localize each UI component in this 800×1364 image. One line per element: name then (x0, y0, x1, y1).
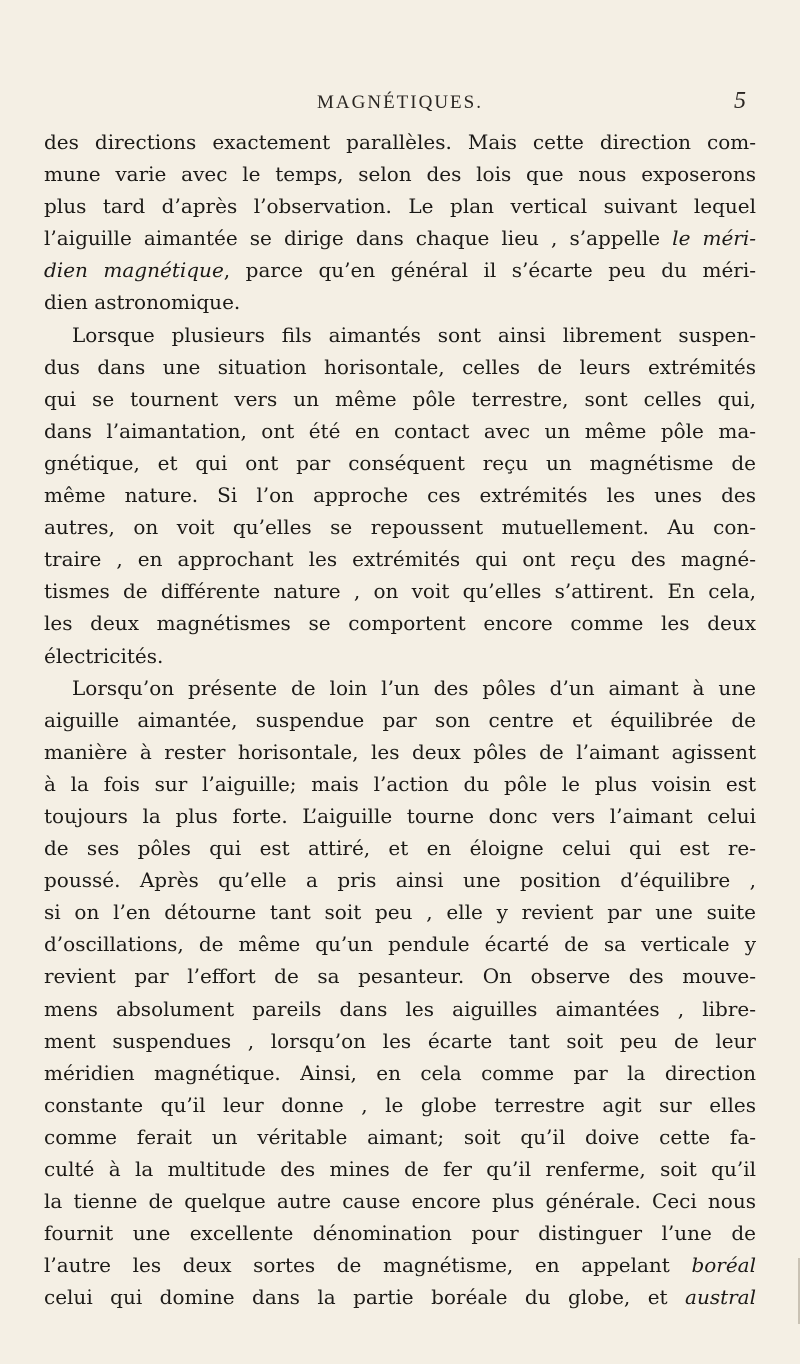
line-text: mens absolument pareils dans les aiguilles aimantées , libre- (44, 996, 756, 1021)
text-line (44, 254, 756, 286)
italic-term: boréal (669, 1253, 756, 1278)
text-line (44, 479, 756, 511)
text-line (44, 383, 756, 415)
line-text: manière à rester horisontale, les deux pôles de l’aimant agissent (44, 739, 756, 764)
line-text: revient par l’effort de sa pesanteur. On observe des mouve- (44, 964, 756, 989)
line-text: ment suspendues , lorsqu’on les écarte tant soit peu de leur (44, 1028, 756, 1053)
text-line (44, 319, 756, 351)
text-line (44, 1025, 756, 1057)
line-text: celui qui domine dans la partie boréale du globe, et (44, 1285, 668, 1310)
line-text: tismes de différente nature , on voit qu’elles s’attirent. En cela, (44, 579, 756, 604)
text-line (44, 896, 756, 928)
text-line (44, 1185, 756, 1217)
text-line (44, 1281, 756, 1313)
running-head (0, 88, 800, 122)
line-text: dien astronomique. (44, 290, 241, 315)
line-text: de ses pôles qui est attiré, et en éloigne celui qui est re- (44, 836, 756, 861)
line-text: à la fois sur l’aiguille; mais l’action du pôle le plus voisin est (44, 771, 756, 796)
line-text: poussé. Après qu’elle a pris ainsi une position d’équilibre , (44, 868, 756, 893)
text-line (44, 607, 756, 639)
line-text: dus dans une situation horisontale, celles de leurs extrémités (44, 354, 756, 379)
running-title: MAGNÉTIQUES. (317, 92, 483, 113)
text-line (44, 286, 756, 318)
text-line (44, 1121, 756, 1153)
line-text: dans l’aimantation, ont été en contact avec un même pôle ma- (44, 418, 756, 443)
text-line (44, 222, 756, 254)
text-line (44, 864, 756, 896)
line-text: mune varie avec le temps, selon des lois que nous exposerons (44, 162, 756, 187)
line-text: les deux magnétismes se comportent encore comme les deux (44, 611, 756, 636)
text-line (44, 447, 756, 479)
text-line (44, 1249, 756, 1281)
text-line (44, 543, 756, 575)
text-line (44, 1057, 756, 1089)
page-number: 5 (734, 88, 746, 114)
text-line (44, 640, 756, 672)
line-text: qui se tournent vers un même pôle terrestre, sont celles qui, (44, 386, 756, 411)
text-line (44, 1089, 756, 1121)
text-line (44, 704, 756, 736)
line-text: même nature. Si l’on approche ces extrémités les unes des (44, 483, 756, 508)
italic-term: dien magnétique (44, 258, 224, 283)
text-line (44, 1153, 756, 1185)
text-line (44, 511, 756, 543)
line-text: gnétique, et qui ont par conséquent reçu un magnétisme de (44, 450, 756, 475)
text-line (44, 800, 756, 832)
line-text: l’aiguille aimantée se dirige dans chaque lieu , s’appelle (44, 226, 661, 251)
line-text: autres, on voit qu’elles se repoussent mutuellement. Au con- (44, 515, 756, 540)
text-line (44, 736, 756, 768)
text-line (44, 928, 756, 960)
line-text: constante qu’il leur donne , le globe terrestre agit sur elles (44, 1092, 756, 1117)
text-line (44, 351, 756, 383)
body-text (44, 126, 756, 1313)
text-line (44, 960, 756, 992)
line-text: traire , en approchant les extrémités qui ont reçu des magné- (44, 547, 756, 572)
line-text: d’oscillations, de même qu’un pendule écarté de sa verticale y (44, 932, 756, 957)
text-line (44, 415, 756, 447)
text-line (44, 126, 756, 158)
line-text: culté à la multitude des mines de fer qu’il renferme, soit qu’il (44, 1157, 756, 1181)
text-line (44, 768, 756, 800)
italic-term: austral (667, 1285, 756, 1310)
text-line (44, 1217, 756, 1249)
line-text: l’autre les deux sortes de magnétisme, en appelant (44, 1253, 670, 1278)
italic-term: le méri- (660, 226, 756, 251)
text-line (44, 190, 756, 222)
line-text: méridien magnétique. Ainsi, en cela comme par la direction (44, 1060, 756, 1085)
text-line (44, 993, 756, 1025)
line-text: comme ferait un véritable aimant; soit qu’il doive cette fa- (44, 1124, 756, 1149)
line-text: la tienne de quelque autre cause encore plus générale. Ceci nous (44, 1189, 756, 1214)
line-text: toujours la plus forte. L’aiguille tourne donc vers l’aimant celui (44, 803, 756, 828)
line-text: fournit une excellente dénomination pour distinguer l’une de (44, 1221, 756, 1246)
text-line (44, 832, 756, 864)
line-text-tail: , parce qu’en général il s’écarte peu du méri- (223, 258, 756, 283)
line-text: électricités. (44, 643, 164, 668)
text-line (44, 575, 756, 607)
line-text: plus tard d’après l’observation. Le plan vertical suivant lequel (44, 194, 756, 219)
text-line (44, 672, 756, 704)
line-text: si on l’en détourne tant soit peu , elle y revient par une suite (44, 900, 756, 925)
text-line (44, 158, 756, 190)
line-text: Lorsqu’on présente de loin l’un des pôles d’un aimant à une (72, 675, 756, 700)
line-text: Lorsque plusieurs fils aimantés sont ainsi librement suspen- (72, 322, 756, 347)
line-text: des directions exactement parallèles. Mais cette direction com- (44, 130, 756, 154)
line-text: aiguille aimantée, suspendue par son centre et équilibrée de (44, 707, 756, 732)
